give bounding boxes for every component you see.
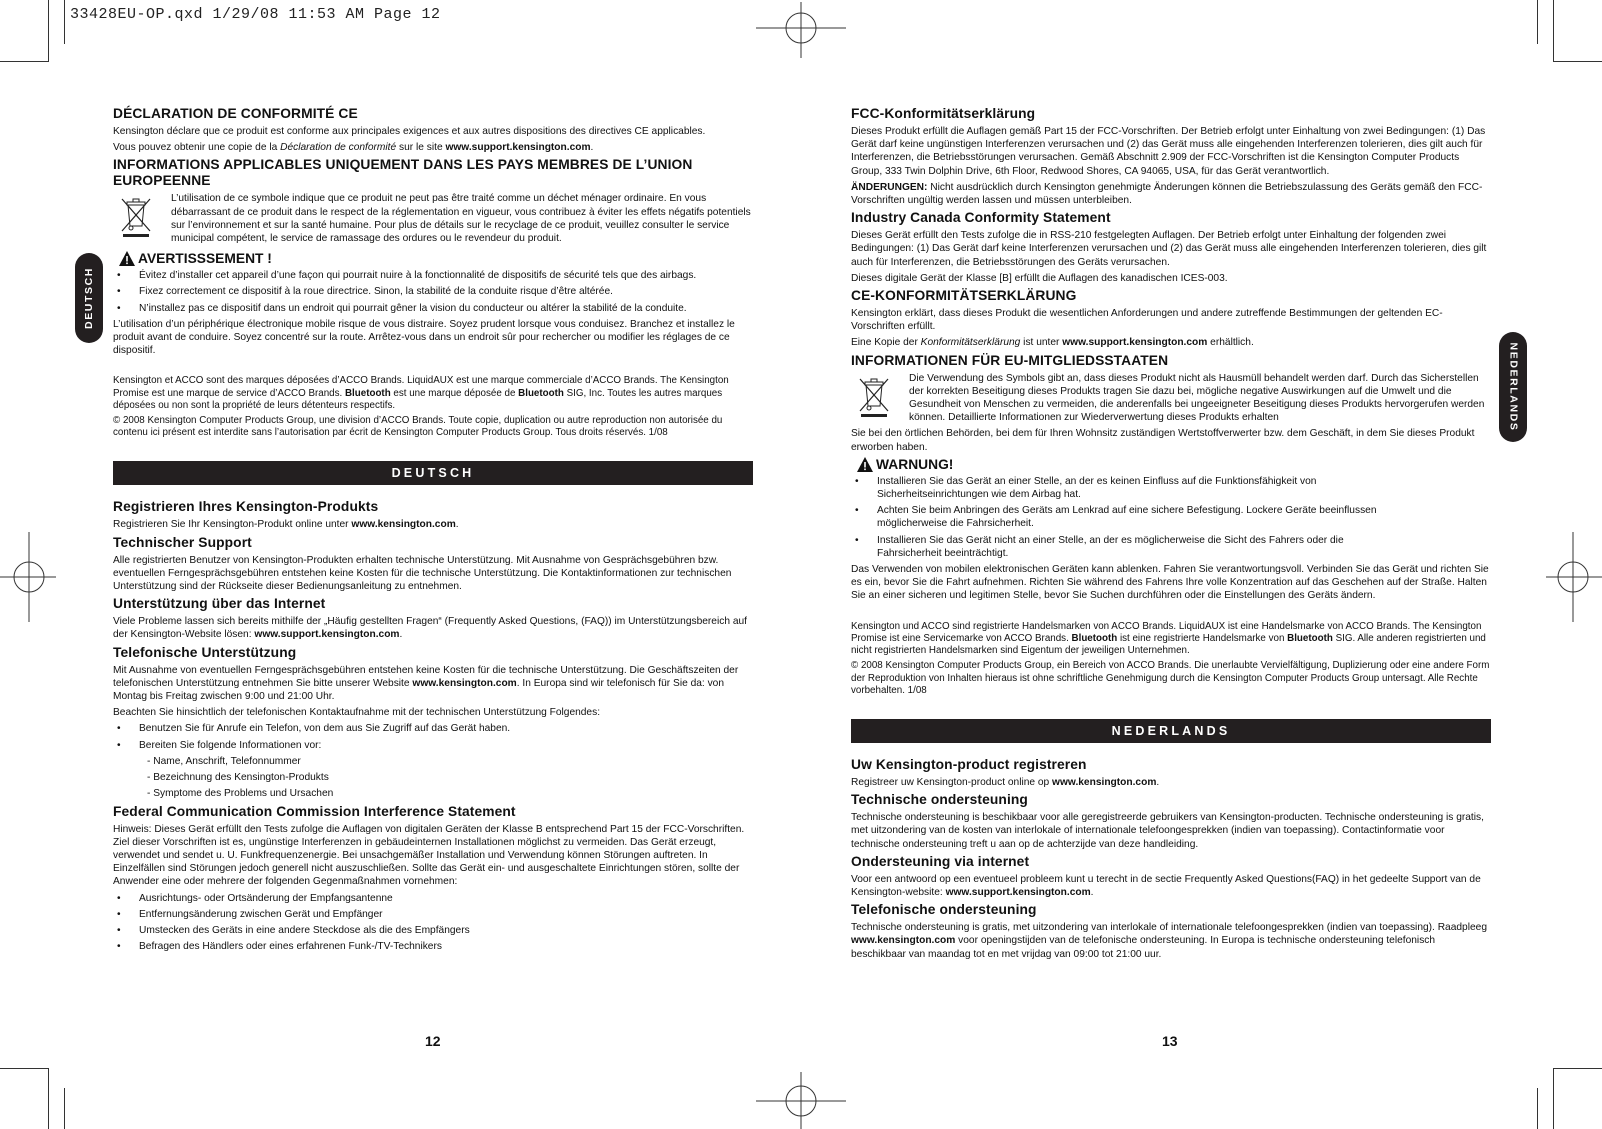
- fcc-text: Hinweis: Dieses Gerät erfüllt den Tests zufolge die Auflagen von digitalen Geräten der Klasse B entsprechend Part 15 der FCC-Vorschriften. Ziel dieser Vorschriften ist es, ungünstige Interferenzen in gebäudeinternen Installationen möglichst zu vermeiden. Das Gerät erzeugt, verwendet und sendet u. U. Funkfrequenzenergie. Bei unsachgemäßer Installation und Verwendung können Störungen auftreten. In Einzelfällen sind Störungen jedoch generell nicht auszuschließen. Sollte das Gerät ein- und ausgeschaltete Einrichtungen stören, sollte der Anwender eine oder mehrere der folgenden Gegenmaßnahmen vornehmen:: [113, 823, 745, 888]
- register-title: Registrieren Ihres Kensington-Produkts: [113, 499, 379, 515]
- side-tab-nederlands: NEDERLANDS: [1499, 332, 1527, 442]
- list-item: • N’installez pas ce dispositif dans un endroit qui pourrait gêner la vision du conducteur ou altérer la stabilité de la conduite.: [117, 302, 687, 314]
- ce-text: Kensington erklärt, dass dieses Produkt die wesentlichen Anforderungen und andere zutreffende Bestimmungen der geltenden EC-Vorschriften erfüllt.: [851, 308, 1443, 333]
- list-item: • Installieren Sie das Gerät nicht an einer Stelle, an der es möglicherweise die Sicht des Fahrers oder die Fahrsicherheit beeinträchtigt.: [855, 534, 1344, 559]
- page-number-right: 13: [1162, 1033, 1178, 1049]
- list-item: - Bezeichnung des Kensington-Produkts: [147, 772, 329, 784]
- trademark-text: Kensington et ACCO sont des marques déposées d’ACCO Brands. LiquidAUX est une marque commerciale d’ACCO Brands. The Kensington Promise est une marque de service d’ACCO Brands. Bluetooth est une marque déposée de Bluetooth SIG, Inc. Toutes les autres marques déposées ou non sont la propriété de leurs détenteurs respectifs.: [113, 375, 729, 411]
- warning-text: L’utilisation d’un périphérique électronique mobile risque de vous distraire. Soyez prudent lorsque vous conduisez. Branchez et installez le produit avant de conduire. Soyez concentré sur la route. Arrêtez-vous dans un endroit sûr pour rechercher ou modifier les réglages de ce dispositif.: [113, 318, 735, 357]
- eu-text: Die Verwendung des Symbols gibt an, dass dieses Produkt nicht als Hausmüll behandelt werden darf. Durch das Sicherstellen der korrekten Beseitigung dieses Produkts tragen Sie dazu bei, mögliche negative Auswirkungen auf die Umwelt und die Gesundheit von Menschen zu vermeiden, die anderenfalls bei ungeeigneter Beseitigung dieses Produkts hervorgerufen werden können. Detaillierte Informationen zur Wiederverwertung dieses Produkts erhalten: [909, 372, 1485, 424]
- phone-note: Beachten Sie hinsichtlich der telefonischen Kontaktaufnahme mit der technischen Unterstützung Folgendes:: [113, 707, 601, 719]
- phone-text: Technische ondersteuning is gratis, met uitzondering van interlokale of internationale telefoongesprekken (indien van toepassing). Raadpleeg www.kensington.com voor openingstijden van de telefonische ondersteuning. In Europa is technische ondersteuning telefonisch beschikbaar van maandag tot en met vrijdag van 09:00 tot 21:00 uur.: [851, 922, 1487, 960]
- internet-text: Viele Probleme lassen sich bereits mithilfe der „Häufig gestellten Fragen“ (Frequently Asked Questions, (FAQ)) im Unterstützungsbereich auf der Kensington-Website lösen: www.support.kensington.com.: [113, 616, 747, 641]
- phone-title: Telefonische Unterstützung: [113, 644, 297, 660]
- phone-text: Mit Ausnahme von eventuellen Ferngesprächsgebühren entstehen keine Kosten für die technische Unterstützung. Die Geschäftszeiten der telefonischen Unterstützung entnehmen Sie bitte unserer Website www.kensington.com. In Europa sind wir telefonisch für Sie da: von Montag bis Freitag zwischen 9:00 und 21:00 Uhr.: [113, 664, 739, 703]
- internet-title: Ondersteuning via internet: [851, 853, 1030, 869]
- support-link[interactable]: www.support.kensington.com: [1062, 337, 1208, 349]
- list-item: • Befragen des Händlers oder eines erfahrenen Funk-/TV-Technikers: [117, 941, 442, 953]
- ce-title: DÉCLARATION DE CONFORMITÉ CE: [113, 106, 358, 121]
- warning-heading: [857, 457, 1491, 472]
- list-item: • Umstecken des Geräts in eine andere Steckdose als die des Empfängers: [117, 924, 470, 936]
- ic-text: Dieses Gerät erfüllt den Tests zufolge die in RSS-210 festgelegten Auflagen. Der Betrieb erfolgt unter Einhaltung der folgenden zwei Bedingungen: (1) Das Gerät darf keine Interferenzen verursachen und (2) das Gerät muss alle eingehenden Interferenzen tolerieren, dies gilt auch für Interferenzen, die Betriebsstörungen des Geräts verursachen.: [851, 230, 1487, 268]
- changes-text: ÄNDERUNGEN: Nicht ausdrücklich durch Kensington genehmigte Änderungen können die Betriebszulassung des Geräts gemäß den FCC-Vorschriften ungültig werden lassen und müssen unterbleiben.: [851, 181, 1483, 207]
- support-text: Technische ondersteuning is beschikbaar voor alle geregistreerde gebruikers van Kensington-producten. Technische ondersteuning is gratis, met uitzondering van de kosten van interlokale of internationale telefoongesprekken (indien van toepassing). Contactinformatie voor technische ondersteuning treft u aan op de achterzijde van deze handleiding.: [851, 812, 1484, 850]
- warning-heading: [119, 251, 753, 266]
- left-page: [113, 106, 753, 956]
- list-item: • Benutzen Sie für Anrufe ein Telefon, von dem aus Sie Zugriff auf das Gerät haben.: [117, 723, 511, 735]
- kensington-link[interactable]: www.kensington.com: [351, 519, 456, 531]
- support-link[interactable]: www.support.kensington.com: [254, 629, 400, 641]
- registration-mark-bottom: [751, 1072, 851, 1129]
- eu-title: INFORMATIONS APPLICABLES UNIQUEMENT DANS LES PAYS MEMBRES DE L’UNION EUROPEENNE: [113, 157, 693, 189]
- fcc-title: FCC-Konformitätserklärung: [851, 106, 1036, 121]
- registration-mark-top: [751, 2, 851, 58]
- support-title: Technische ondersteuning: [851, 792, 1028, 808]
- support-link[interactable]: www.support.kensington.com: [945, 886, 1091, 898]
- warning-title: WARNUNG!: [876, 456, 954, 472]
- registration-mark-right: [1546, 527, 1602, 627]
- ce-copy-text: Vous pouvez obtenir une copie de la Déclaration de conformité sur le site www.support.kensington.com.: [113, 142, 594, 154]
- list-item: - Name, Anschrift, Telefonnummer: [147, 755, 301, 767]
- eu-block: [851, 372, 1491, 428]
- crossed-bin-icon: [119, 196, 153, 238]
- copyright-text: © 2008 Kensington Computer Products Group, ein Bereich von ACCO Brands. Die unerlaubte Vervielfältigung, Duplizierung oder eine andere Form der Reproduktion von Inhalten hieraus ist ohne schriftliche Genehmigung durch die Kensington Computer Products Group untersagt. Alle Rechte vorbehalten. 1/08: [851, 660, 1490, 696]
- fcc-text: Dieses Produkt erfüllt die Auflagen gemäß Part 15 der FCC-Vorschriften. Der Betrieb erfolgt unter Einhaltung von zwei Bedingungen: (1) Das Gerät darf keine ungünstigen Interferenzen verursachen und (2) das Gerät muss alle eingehenden Interferenzen tolerieren, dies gilt auch für Interferenzen, die Betriebsstörungen verursachen. Gemäß Abschnitt 2.909 der FCC-Vorschriften ist die Kensington Computer Products Group, 333 Twin Dolphin Drive, 6th Floor, Redwood Shores, CA 94065, USA, für das Gerät verantwortlich.: [851, 126, 1486, 177]
- internet-title: Unterstützung über das Internet: [113, 596, 326, 612]
- list-item: • Installieren Sie das Gerät an einer Stelle, an der es keinen Einfluss auf die Funktionsfähigkeit von Sicherheitseinrichtungen wie dem Airbag hat.: [855, 475, 1317, 501]
- list-item: • Bereiten Sie folgende Informationen vor:: [117, 739, 322, 751]
- list-item: • Ausrichtungs- oder Ortsänderung der Empfangsantenne: [117, 892, 393, 904]
- kensington-link[interactable]: www.kensington.com: [1052, 776, 1157, 788]
- kensington-link[interactable]: www.kensington.com: [851, 935, 956, 947]
- list-item: - Symptome des Problems und Ursachen: [147, 788, 334, 800]
- list-item: • Évitez d’installer cet appareil d’une façon qui pourrait nuire à la fonctionnalité de dispositifs de sécurité tels que des airbags.: [117, 270, 697, 282]
- phone-title: Telefonische ondersteuning: [851, 902, 1037, 918]
- page-number-left: 12: [425, 1033, 441, 1049]
- warning-title: AVERTISSSEMENT !: [138, 251, 272, 267]
- list-item: • Achten Sie beim Anbringen des Geräts am Lenkrad auf eine sichere Befestigung. Lockere Geräte beeinflussen möglicherweise die Fahrsicherheit.: [855, 505, 1377, 530]
- eu-text: L’utilisation de ce symbole indique que ce produit ne peut pas être traité comme un déchet ménager ordinaire. En vous débarrassant de ce produit dans le respect de la réglementation en vigueur, vous contribuez à éviter les effets négatifs potentiels sur l’environnement et sur la santé humaine. Pour plus de détails sur le recyclage de ce produit, veuillez consulter le service municipal compétent, le service de ramassage des ordures ou le revendeur du produit.: [171, 193, 751, 245]
- ce-text: Kensington déclare que ce produit est conforme aux principales exigences et aux autres dispositions des directives CE applicables.: [113, 126, 706, 137]
- support-link[interactable]: www.support.kensington.com: [445, 142, 591, 154]
- print-header: 33428EU-OP.qxd 1/29/08 11:53 AM Page 12: [70, 6, 441, 23]
- registration-mark-left: [0, 527, 56, 627]
- list-item: • Entfernungsänderung zwischen Gerät und Empfänger: [117, 908, 383, 920]
- fcc-title: Federal Communication Commission Interference Statement: [113, 803, 516, 819]
- list-item: • Fixez correctement ce dispositif à la roue directrice. Sinon, la stabilité de la conduite risque d’être altérée.: [117, 286, 613, 298]
- kensington-link[interactable]: www.kensington.com: [412, 677, 517, 689]
- right-page: [851, 106, 1491, 964]
- eu-block: [113, 192, 753, 248]
- warning-icon: [857, 457, 873, 472]
- ic-title: Industry Canada Conformity Statement: [851, 210, 1111, 226]
- ce-title: CE-KONFORMITÄTSERKLÄRUNG: [851, 288, 1077, 304]
- ic-text-2: Dieses digitale Gerät der Klasse [B] erfüllt die Auflagen des kanadischen ICES-003.: [851, 272, 1228, 284]
- section-bar-deutsch: DEUTSCH: [113, 461, 753, 485]
- register-title: Uw Kensington-product registreren: [851, 756, 1087, 772]
- eu-text-2: Sie bei den örtlichen Behörden, bei dem für Ihren Wohnsitz zuständigen Wertstoffverwerter bzw. dem Geschäft, in dem Sie dieses Produkt erworben haben.: [851, 428, 1475, 453]
- section-bar-nederlands: NEDERLANDS: [851, 719, 1491, 743]
- trademark-text: Kensington und ACCO sind registrierte Handelsmarken von ACCO Brands. LiquidAUX ist eine Handelsmarke von ACCO Brands. The Kensington Promise ist eine Servicemarke von ACCO Brands. Bluetooth ist eine registrierte Handelsmarke von Bluetooth SIG. Alle anderen registrierten und nicht registrierten Handelsmarken sind Eigentum der jeweiligen Unternehmen.: [851, 620, 1486, 657]
- internet-text: Voor een antwoord op een eventueel probleem kunt u terecht in de sectie Frequently Asked Questions(FAQ) in het gedeelte Support van de Kensington-website: www.support.kensington.com.: [851, 873, 1481, 898]
- side-tab-deutsch: DEUTSCH: [75, 253, 103, 343]
- register-text: Registreer uw Kensington-product online op www.kensington.com.: [851, 776, 1160, 788]
- support-title: Technischer Support: [113, 534, 252, 550]
- warning-text: Das Verwenden von mobilen elektronischen Geräten kann ablenken. Fahren Sie verantwortungsvoll. Verbinden Sie das Gerät und richten Sie es ein, bevor Sie die Fahrt aufnehmen. Richten Sie während des Fahrens Ihre volle Konzentration auf das Geschehen auf der Straße. Halten Sie an einer sicheren und legitimen Stelle, bevor Sie Suchen durchführen oder die Einstellungen des Geräts ändern.: [851, 564, 1489, 602]
- ce-copy-text: Eine Kopie der Konformitätserklärung ist unter www.support.kensington.com erhältlich.: [851, 337, 1254, 349]
- crossed-bin-icon: [857, 376, 891, 418]
- copyright-text: © 2008 Kensington Computer Products Group, une division d’ACCO Brands. Toute copie, duplication ou autre reproduction non autorisée du contenu ici présent est interdite sans l’autorisation par écrit de Kensington Computer Products Group. Tous droits réservés. 1/08: [113, 415, 723, 439]
- support-text: Alle registrierten Benutzer von Kensington-Produkten erhalten technische Unterstützung. Mit Ausnahme von Gesprächsgebühren bzw. eventuellen Ferngesprächsgebühren entstehen keine Kosten für die technische Unterstützung. Die Kontaktinformationen zur technischen Unterstützung sind der Rückseite dieser Bedienungsanleitung zu entnehmen.: [113, 554, 732, 593]
- warning-icon: [119, 251, 135, 266]
- register-text: Registrieren Sie Ihr Kensington-Produkt online unter www.kensington.com.: [113, 519, 459, 531]
- eu-title: INFORMATIONEN FÜR EU-MITGLIEDSSTAATEN: [851, 352, 1169, 368]
